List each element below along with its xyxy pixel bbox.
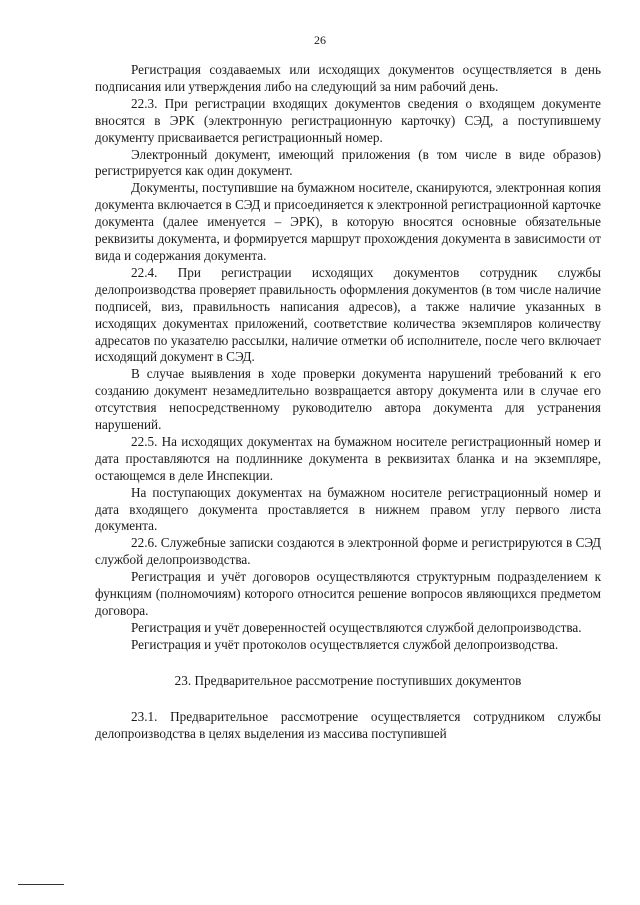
paragraph: В случае выявления в ходе проверки документа нарушений требований к его созданию документ незамедлительно возвращается автору документа или в случае его отсутствия непосредственному руководителю автора документа для устранения нарушений. (95, 366, 601, 433)
paragraph: 22.3. При регистрации входящих документов сведения о входящем документе вносятся в ЭРК (электронную регистрационную карточку) СЭД, а поступившему документу присваивается регистрационный номер. (95, 95, 601, 145)
footnote-rule (18, 884, 64, 885)
paragraph: Документы, поступившие на бумажном носителе, сканируются, электронная копия документа включается в СЭД и присоединяется к электронной регистрационной карточке документа (далее именуется – ЭРК), в которую вносятся основные обязательные реквизиты документа, и формируется маршрут прохождения документа в зависимости от вида и содержания документа. (95, 180, 601, 263)
document-body (95, 62, 601, 742)
paragraph: Регистрация и учёт договоров осуществляются структурным подразделением к функциям (полномочиям) которого относится решение вопросов являющихся предметом договора. (95, 569, 601, 618)
paragraph: Регистрация и учёт протоколов осуществляется службой делопроизводства. (131, 636, 559, 652)
page-number: 26 (314, 33, 326, 47)
paragraph: Регистрация и учёт доверенностей осуществляются службой делопроизводства. (131, 619, 582, 635)
paragraph: Регистрация создаваемых или исходящих документов осуществляется в день подписания или утверждения либо на следующий за ним рабочий день. (95, 62, 601, 94)
paragraph: На поступающих документах на бумажном носителе регистрационный номер и дата входящего документа проставляется в нижнем правом углу первого листа документа. (95, 484, 601, 534)
paragraph: 23.1. Предварительное рассмотрение осуществляется сотрудником службы делопроизводства в целях выделения из массива поступившей (95, 708, 601, 741)
paragraph: 22.4. При регистрации исходящих документов сотрудник службы делопроизводства проверяет правильность оформления документов (в том числе наличие подписей, виз, правильность написания адресов), а также наличие указанных в исходящих документах приложений, соответствие количества экземпляров количеству адресатов по указателю рассылки, наличие отметки об исполнителе, после чего включает исходящий документ в СЭД. (95, 264, 601, 365)
paragraph: 22.5. На исходящих документах на бумажном носителе регистрационный номер и дата проставляются на подлиннике документа в реквизитах бланка и на экземпляре, остающемся в деле Инспекции. (95, 433, 601, 483)
paragraph: 22.6. Служебные записки создаются в электронной форме и регистрируются в СЭД службой делопроизводства. (95, 535, 601, 568)
section-title: 23. Предварительное рассмотрение поступивших документов (174, 672, 522, 688)
paragraph: Электронный документ, имеющий приложения (в том числе в виде образов) регистрируется как один документ. (95, 146, 601, 179)
